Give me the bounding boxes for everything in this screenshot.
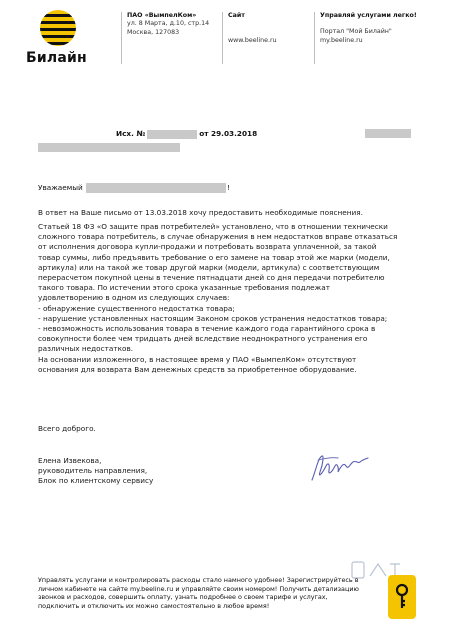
greeting-ending: ! (227, 183, 231, 192)
portal-name: Портал "Мой Билайн" (320, 28, 392, 36)
outgoing-reference (116, 129, 257, 139)
footer-line: личном кабинете на сайте my.beeline.ru и управляйте своим номером! Получить детализацию (38, 584, 359, 593)
signer-block (38, 456, 153, 487)
body-line: от исполнения договора купли-продажи и потребовать возврата уплаченной, за такой (38, 242, 377, 252)
site-title: Сайт (228, 12, 245, 19)
signer-department: Блок по клиентскому сервису (38, 476, 154, 486)
body-line: сложного товара потребитель, в случае обнаружения в нем недостатков вправе отказаться (38, 232, 398, 242)
company-name: ПАО «ВымпелКом» (127, 12, 197, 19)
footer-promo (38, 576, 378, 610)
redacted-number (147, 130, 197, 139)
signer-title: руководитель направления, (38, 466, 148, 476)
company-address-line1: ул. 8 Марта, д.10, стр.14 (127, 20, 210, 28)
redacted-block (365, 129, 411, 138)
body-line: товар суммы, либо предъявить требование о его замене на товар этой же марки (модели, (38, 252, 390, 262)
intro-paragraph: В ответ на Ваше письмо от 13.03.2018 хочу предоставить необходимые пояснения. (38, 208, 363, 217)
body-line: артикула) или на такой же товар другой марки (модели, артикула) с соответствующим (38, 262, 380, 272)
manage-title: Управляй услугами легко! (320, 12, 417, 19)
reference-prefix: Исх. № (116, 129, 146, 138)
body-line: - нарушение установленных настоящим Законом сроков устранения недостатков товара; (38, 313, 388, 323)
footer-line: подключить и отключить их можно самостоятельно в любое время! (38, 601, 270, 610)
beeline-logo (26, 10, 106, 72)
body-line: различных недостатков. (38, 344, 134, 354)
beeline-ball-icon (40, 10, 76, 46)
body-line: - обнаружение существенного недостатка товара; (38, 303, 235, 313)
closing: Всего доброго. (38, 424, 96, 433)
header-divider (222, 12, 223, 64)
header-divider (121, 12, 122, 64)
handwritten-signature (308, 450, 370, 486)
site-info (228, 12, 298, 46)
body-line: Статьей 18 ФЗ «О защите прав потребителей» установлено, что в отношении технически (38, 222, 388, 231)
body-line: основания для возврата Вам денежных средств за приобретенное оборудование. (38, 364, 357, 374)
key-badge (388, 575, 416, 619)
body-line: такого товара. По истечении этого срока указанные требования подлежат (38, 283, 330, 293)
body-line: - невозможность использования товара в течение каждого года гарантийного срока в (38, 324, 376, 334)
signer-name: Елена Извекова, (38, 456, 102, 465)
body-line: удовлетворению в одном из следующих случаев: (38, 293, 230, 303)
site-url: www.beeline.ru (228, 37, 277, 45)
salutation: Уважаемый (38, 183, 83, 192)
company-info (127, 12, 215, 37)
key-icon (394, 583, 410, 611)
body-line: На основании изложенного, в настоящее время у ПАО «ВымпелКом» отсутствуют (38, 354, 357, 364)
footer-line: Управлять услугами и контролировать расходы стало намного удобнее! Зарегистрируйтесь в (38, 576, 359, 584)
body-line: совокупности более чем тридцать дней вследствие неоднократного устранения его (38, 334, 368, 344)
footer-line: звонков и расходов, совершить оплату, узнать подробнее о своем тарифе и услугах, (38, 593, 328, 602)
manage-info (320, 12, 430, 45)
brand-name: Билайн (26, 50, 87, 66)
main-body (38, 222, 414, 375)
header-divider (314, 12, 315, 64)
body-line: перерасчетом покупной цены в течение пятнадцати дней со дня передачи потребителю (38, 273, 385, 283)
greeting (38, 183, 230, 193)
reference-date: от 29.03.2018 (199, 129, 258, 138)
redacted-block (38, 143, 180, 152)
company-address-line2: Москва, 127083 (127, 28, 180, 36)
redacted-name (86, 183, 226, 193)
portal-url: my.beeline.ru (320, 36, 363, 44)
